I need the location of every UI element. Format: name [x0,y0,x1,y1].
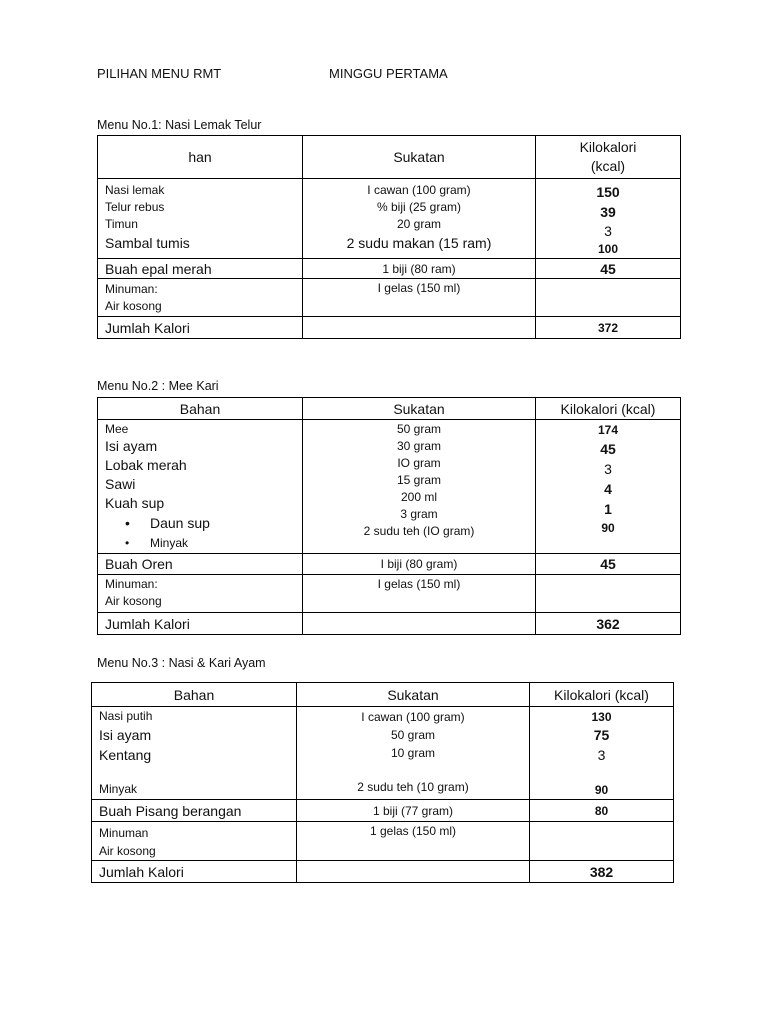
table-row [98,554,681,575]
kalori-header-line2: (kcal) [590,158,626,174]
kalori-cell [536,179,681,259]
total-label: Jumlah Kalori [98,613,303,635]
list-item: Telur rebus [105,200,165,214]
minuman-cell [92,822,297,861]
menu-1-table [97,135,681,339]
list-item: Mee [105,422,129,436]
table-header-row [92,683,674,707]
minuman-kalori [536,575,681,613]
buah-sukatan: I biji (80 gram) [303,554,536,575]
table-row [98,575,681,613]
total-label: Jumlah Kalori [92,861,297,883]
kalori-cell [536,420,681,554]
list-item: 1 [604,501,612,517]
buah-kalori: 45 [536,259,681,279]
menu-3-table [91,682,674,883]
table-row [98,259,681,279]
kalori-cell [530,707,674,800]
minuman-cell [98,575,303,613]
col-header-kalori [536,136,681,179]
minuman-item: Air kosong [105,594,162,608]
list-item: 2 sudu teh (IO gram) [363,524,475,538]
menu-1-caption: Menu No.1: Nasi Lemak Telur [97,118,262,132]
total-sukatan [303,613,536,635]
page-header [97,66,448,81]
list-item: Isi ayam [99,727,152,743]
minuman-sukatan: I gelas (150 ml) [303,279,536,317]
list-item: 10 gram [390,746,436,760]
menu-2-caption: Menu No.2 : Mee Kari [97,379,219,393]
list-item: 90 [601,521,615,535]
buah-sukatan: 1 biji (80 ram) [303,259,536,279]
bahan-cell [92,707,297,800]
list-item: • Minyak [105,534,302,553]
list-item: 45 [600,441,616,457]
col-header-sukatan: Sukatan [303,398,536,420]
list-item: 130 [591,710,612,724]
list-item: 2 sudu teh (10 gram) [357,780,469,794]
row-spacer [297,762,529,778]
minuman-cell [98,279,303,317]
col-header-kalori: Kilokalori (kcal) [530,683,674,707]
row-spacer [99,765,296,779]
table-row [92,707,674,800]
total-kalori: 382 [530,861,674,883]
menu-2-table [97,397,681,635]
minuman-kalori [536,279,681,317]
table-row [98,179,681,259]
buah-name: Buah Pisang berangan [92,800,297,822]
table-header-row [98,136,681,179]
col-header-bahan: Bahan [92,683,297,707]
list-item: 4 [604,481,612,497]
table-row [98,279,681,317]
list-item: Nasi putih [99,709,153,723]
list-item: 3 [604,461,612,477]
list-item: Kuah sup [105,495,165,511]
list-item: 15 gram [396,473,442,487]
list-item: IO gram [397,456,441,470]
list-item: 3 gram [400,507,438,521]
list-item: 75 [593,727,610,743]
sukatan-cell [303,420,536,554]
list-item: % biji (25 gram) [376,200,462,214]
col-header-kalori: Kilokalori (kcal) [536,398,681,420]
buah-name: Buah epal merah [98,259,303,279]
minuman-sukatan: 1 gelas (150 ml) [297,822,530,861]
col-header-bahan: Bahan [98,398,303,420]
total-sukatan [303,317,536,339]
menu-3-caption: Menu No.3 : Nasi & Kari Ayam [97,656,266,670]
list-item: 39 [600,204,616,220]
buah-name: Buah Oren [98,554,303,575]
list-item: 3 [604,223,612,239]
minuman-label: Minuman [99,826,149,840]
bahan-cell [98,420,303,554]
minuman-sukatan: I gelas (150 ml) [303,575,536,613]
bahan-cell [98,179,303,259]
list-item: I cawan (100 gram) [367,183,471,197]
list-item: 174 [597,423,619,437]
col-header-sukatan: Sukatan [297,683,530,707]
list-item: I cawan (100 gram) [361,710,465,724]
list-item: 90 [594,783,609,797]
table-row [98,420,681,554]
list-item: 30 gram [396,439,442,453]
list-item: Sambal tumis [105,235,190,251]
list-item: 20 gram [396,217,442,231]
total-kalori: 362 [536,613,681,635]
col-header-sukatan: Sukatan [303,136,536,179]
table-header-row [98,398,681,420]
list-item: 100 [597,242,619,256]
list-item: Kentang [99,747,152,763]
page-title: PILIHAN MENU RMT [97,66,222,81]
total-sukatan [297,861,530,883]
list-item: 2 sudu makan (15 ram) [346,235,492,251]
week-label: MINGGU PERTAMA [329,66,448,81]
sukatan-cell [297,707,530,800]
row-spacer [530,766,673,781]
list-item: 200 ml [400,490,438,504]
table-row [92,800,674,822]
buah-kalori: 45 [536,554,681,575]
total-kalori: 372 [536,317,681,339]
col-header-bahan: han [98,136,303,179]
list-item: 50 gram [396,422,442,436]
total-label: Jumlah Kalori [98,317,303,339]
minuman-item: Air kosong [105,299,162,313]
minuman-item: Air kosong [99,844,156,858]
list-item: 50 gram [390,728,436,742]
list-item: Minyak [99,782,138,796]
list-item: Lobak merah [105,457,187,473]
buah-kalori: 80 [530,800,674,822]
sukatan-cell [303,179,536,259]
table-row [92,822,674,861]
table-row [98,613,681,635]
list-item: Timun [105,217,138,231]
list-item: Nasi lemak [105,183,165,197]
list-item: 150 [596,184,620,200]
list-item: • Daun sup [105,513,302,534]
minuman-label: Minuman: [105,282,158,296]
list-item: Sawi [105,476,136,492]
list-item: 3 [597,747,606,763]
buah-sukatan: 1 biji (77 gram) [297,800,530,822]
list-item: Isi ayam [105,438,158,454]
minuman-label: Minuman: [105,577,158,591]
table-row [98,317,681,339]
minuman-kalori [530,822,674,861]
kalori-header-line1: Kilokalori [579,139,637,155]
table-row [92,861,674,883]
